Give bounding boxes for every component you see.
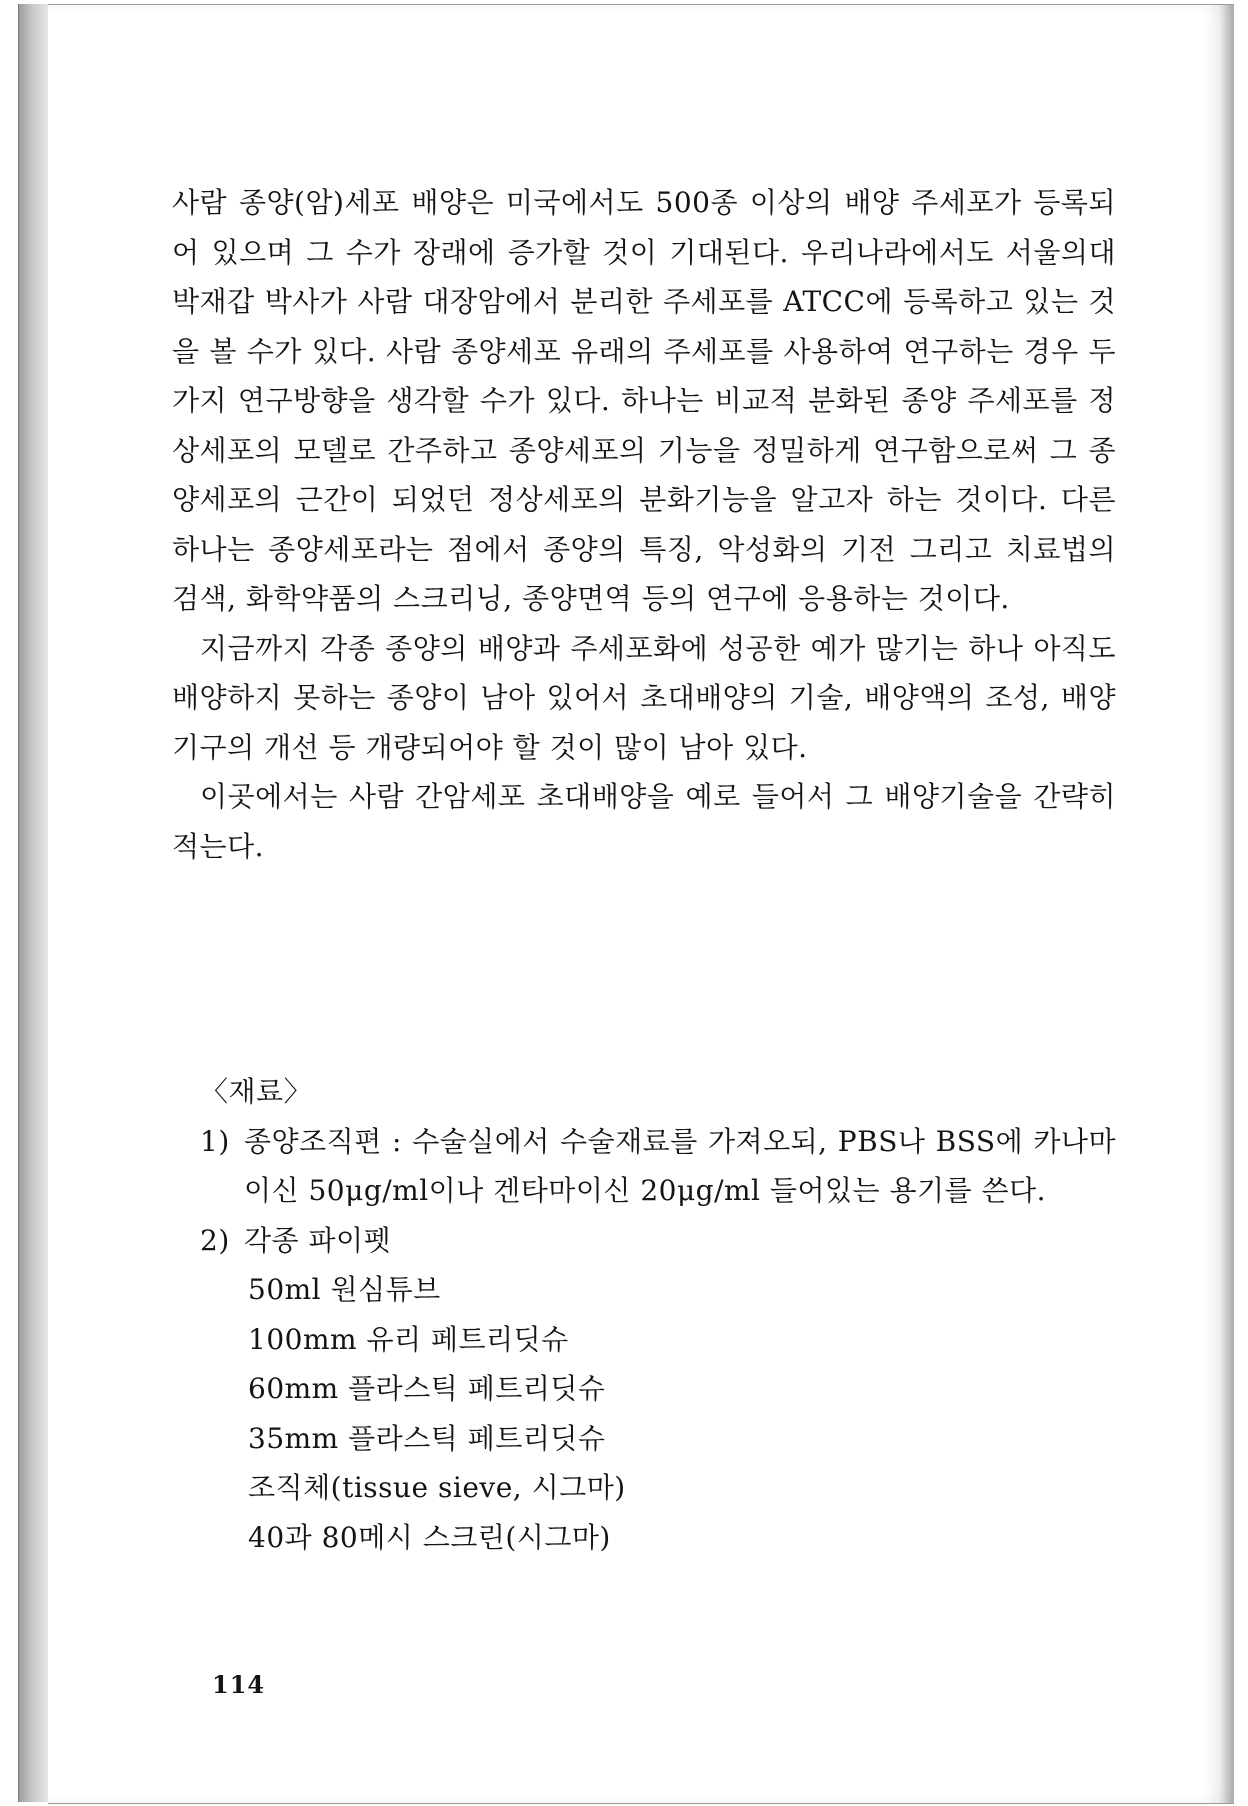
material-item-2 (172, 1216, 1116, 1266)
book-spine (18, 4, 49, 1802)
paragraph-1: 사람 종양(암)세포 배양은 미국에서도 500종 이상의 배양 주세포가 등록되어 있으며 그 수가 장래에 증가할 것이 기대된다. 우리나라에서도 서울의대 박재갑 박사가 사람 대장암에서 분리한 주세포를 ATCC에 등록하고 있는 것을 볼 수가 있다. 사람 종양세포 유래의 주세포를 사용하여 연구하는 경우 두 가지 연구방향을 생각할 수가 있다. 하나는 비교적 분화된 종양 주세포를 정상세포의 모델로 간주하고 종양세포의 기능을 정밀하게 연구함으로써 그 종양세포의 근간이 되었던 정상세포의 분화기능을 알고자 하는 것이다. 다른 하나는 종양세포라는 점에서 종양의 특징, 악성화의 기전 그리고 치료법의 검색, 화학약품의 스크리닝, 종양면역 등의 연구에 응용하는 것이다. (172, 186, 1116, 615)
material-item-text: 각종 파이펫 (244, 1223, 392, 1257)
materials-heading: 〈재료〉 (200, 1075, 313, 1108)
page-edge-shadow (1220, 5, 1234, 1803)
body-text (172, 178, 1116, 871)
material-sub-item: 60mm 플라스틱 페트리딧슈 (248, 1372, 606, 1405)
material-sub-item: 100mm 유리 페트리딧슈 (248, 1322, 569, 1356)
material-sub-item: 40과 80메시 스크린(시그마) (248, 1520, 611, 1554)
material-item-number: 2) (200, 1223, 230, 1257)
material-sub-item: 조직체(tissue sieve, 시그마) (248, 1471, 626, 1504)
material-item-text: 종양조직편 : 수술실에서 수술재료를 가져오되, PBS나 BSS에 카나마이신 50μg/ml이나 겐타마이신 20μg/ml 들어있는 용기를 쓴다. (244, 1124, 1116, 1207)
page-number: 114 (212, 1670, 266, 1699)
material-item-number: 1) (200, 1124, 230, 1158)
material-sub-item: 50ml 원심튜브 (248, 1273, 441, 1306)
material-item-1 (172, 1117, 1116, 1216)
material-sub-item: 35mm 플라스틱 페트리딧슈 (248, 1421, 606, 1455)
paragraph-3: 이곳에서는 사람 간암세포 초대배양을 예로 들어서 그 배양기술을 간략히 적는다. (172, 780, 1116, 863)
paragraph-2: 지금까지 각종 종양의 배양과 주세포화에 성공한 예가 많기는 하나 아직도 배양하지 못하는 종양이 남아 있어서 초대배양의 기술, 배양액의 조성, 배양기구의 개선 등 개량되어야 할 것이 많이 남아 있다. (172, 631, 1116, 764)
material-sub-list (172, 1265, 1116, 1562)
materials-section (172, 1067, 1116, 1562)
